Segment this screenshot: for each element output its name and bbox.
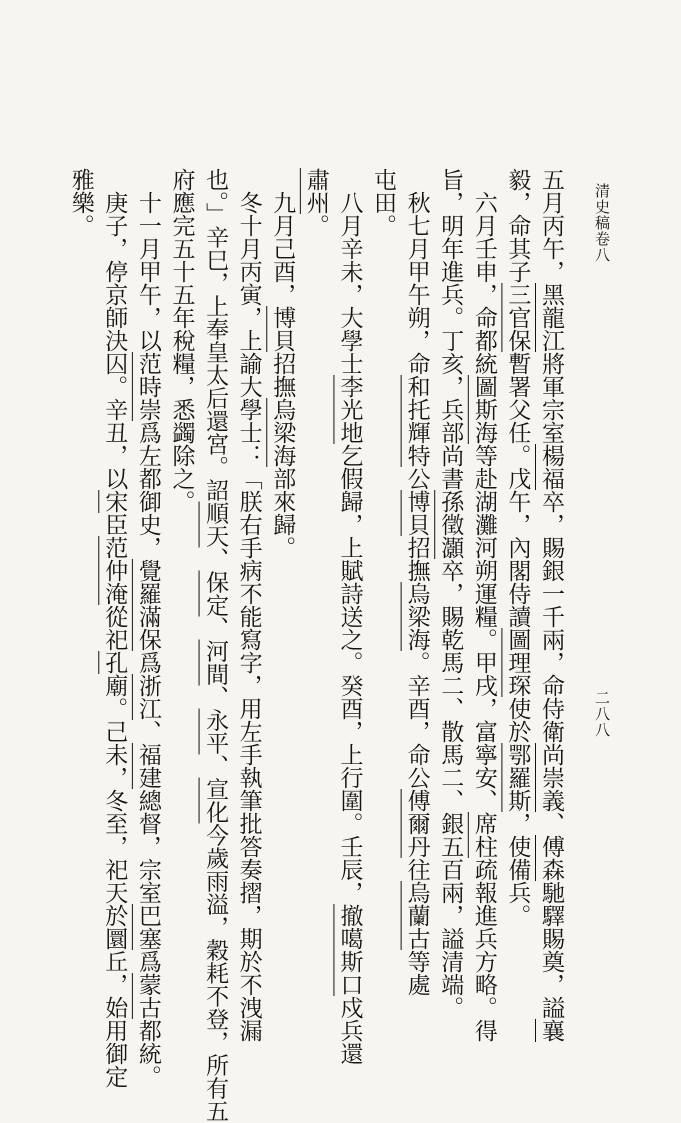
proper-noun: 和托輝特 xyxy=(403,375,430,467)
proper-noun: 范時崇 xyxy=(134,352,161,421)
text-segment: 毅，命其子 xyxy=(504,168,531,283)
vertical-text-body xyxy=(67,168,567,1123)
proper-noun: 烏蘭古 xyxy=(403,881,430,950)
proper-noun: 宣化 xyxy=(202,777,229,824)
text-segment: 招撫 xyxy=(269,352,296,398)
text-column xyxy=(433,168,467,1019)
text-column xyxy=(265,168,299,928)
text-segment: 、 xyxy=(202,616,229,640)
text-segment: 招撫 xyxy=(403,536,430,582)
text-column xyxy=(500,168,534,928)
text-column xyxy=(533,168,567,1042)
text-column xyxy=(164,168,198,928)
proper-noun: 尚崇義 xyxy=(538,743,564,812)
text-segment: 今歲雨溢，穀耗不登，所有五 xyxy=(202,823,229,1123)
text-column xyxy=(365,168,399,928)
proper-noun: 鄂羅斯 xyxy=(504,743,531,812)
text-segment: 。 xyxy=(302,214,329,237)
text-segment: 爲 xyxy=(134,950,161,973)
text-segment: 暫署父任。戊午，內閣侍讀 xyxy=(504,352,531,628)
text-segment: 都統。 xyxy=(134,1019,161,1088)
text-segment: 屯田。 xyxy=(370,168,397,237)
text-segment: 冬十月丙寅，上諭大學士：「朕右手病不能寫字，用左手執筆批答奏摺，期於不洩漏 xyxy=(235,168,262,1042)
text-segment: 爲 xyxy=(134,651,161,674)
text-segment: 、 xyxy=(202,685,229,709)
text-segment: 府應完五十五年稅糧，悉蠲除之。 xyxy=(168,168,195,513)
proper-noun: 宋 xyxy=(101,490,128,513)
text-column xyxy=(332,168,366,1065)
proper-noun: 圖理琛 xyxy=(504,628,531,697)
text-segment: ，使備兵。 xyxy=(504,812,531,927)
proper-noun: 蒙古 xyxy=(134,973,161,1019)
text-column xyxy=(231,168,265,1042)
text-segment: 使於 xyxy=(504,697,531,743)
text-segment: 從祀 xyxy=(101,605,128,651)
text-segment: 馳驛賜奠，謚 xyxy=(538,881,564,1019)
proper-noun: 浙江 xyxy=(134,674,161,720)
page-number: 二八八 xyxy=(593,690,611,738)
text-segment: 十一月甲午，以 xyxy=(134,168,161,352)
text-segment: 六月壬申，命都統 xyxy=(470,168,497,375)
proper-noun: 永平 xyxy=(202,708,229,755)
text-segment: 、 xyxy=(202,754,229,778)
proper-noun: 李光地 xyxy=(336,375,363,444)
text-column xyxy=(399,168,433,996)
text-segment: 五月丙午， xyxy=(538,168,564,283)
proper-noun: 傅爾丹 xyxy=(403,789,430,858)
proper-noun: 烏梁海 xyxy=(269,398,296,467)
text-segment: 乞假歸，上賦詩送之。癸酉，上行圍。壬辰， xyxy=(336,444,363,904)
text-column xyxy=(63,168,97,928)
text-segment: 公 xyxy=(403,467,430,490)
text-segment: 總督，宗室 xyxy=(134,789,161,904)
text-segment: 爲左都御史， xyxy=(134,421,161,559)
proper-noun: 孔 xyxy=(101,651,128,674)
proper-noun: 三官保 xyxy=(504,283,531,352)
proper-noun: 烏梁海 xyxy=(403,582,430,651)
proper-noun: 圖斯海 xyxy=(470,375,497,444)
proper-noun: 孫徵灝 xyxy=(437,490,464,559)
text-segment: 、 xyxy=(538,812,564,835)
proper-noun: 肅州 xyxy=(302,168,329,214)
proper-noun: 傅森 xyxy=(538,835,564,881)
proper-noun: 襄 xyxy=(538,1019,564,1042)
proper-noun: 博貝 xyxy=(403,490,430,536)
proper-noun: 撤噶斯口 xyxy=(336,904,363,996)
text-segment: 九月己酉， xyxy=(269,168,296,306)
book-title: 清史稿卷八 xyxy=(593,183,611,263)
proper-noun: 覺羅滿保 xyxy=(134,559,161,651)
text-segment: 等處 xyxy=(403,950,430,996)
text-segment: 秋七月甲午朔，命 xyxy=(403,168,430,375)
text-segment: 也。」辛巳，上奉皇太后還宮。詔 xyxy=(202,168,229,502)
text-segment: 廟。己未，冬至，祀天於圜丘，始用御定 xyxy=(101,674,128,1088)
text-column xyxy=(97,168,131,1088)
text-segment: 、 xyxy=(134,720,161,743)
proper-noun: 順天 xyxy=(202,501,229,548)
text-column xyxy=(466,168,500,1042)
text-segment: 旨，明年進兵。丁亥，兵部尚書 xyxy=(437,168,464,490)
proper-noun: 范仲淹 xyxy=(101,536,128,605)
text-column xyxy=(130,168,164,1088)
text-segment: 卒，賜銀一千兩，命侍衛 xyxy=(538,490,564,743)
text-segment: 疏報進兵方略。得 xyxy=(470,858,497,1042)
proper-noun: 河間 xyxy=(202,639,229,686)
proper-noun: 巴塞 xyxy=(134,904,161,950)
text-segment: 部來歸。 xyxy=(269,467,296,559)
proper-noun: 福建 xyxy=(134,743,161,789)
text-segment: 八月辛未，大學士 xyxy=(336,168,363,375)
text-segment: 卒，賜乾馬二、散馬二、銀五百兩，謚清端。 xyxy=(437,559,464,1019)
proper-noun: 博貝 xyxy=(269,306,296,352)
text-segment: 往 xyxy=(403,858,430,881)
text-segment: 戍兵還 xyxy=(336,996,363,1065)
text-segment: 。辛酉，命公 xyxy=(403,651,430,789)
text-segment: 將軍宗室 xyxy=(538,352,564,444)
text-column xyxy=(197,168,231,1123)
proper-noun: 楊福 xyxy=(538,444,564,490)
text-segment: 、 xyxy=(202,547,229,571)
proper-noun: 保定 xyxy=(202,570,229,617)
text-segment: 庚子，停京師決囚。辛丑，以 xyxy=(101,168,128,490)
text-column xyxy=(298,168,332,928)
text-segment: 等赴湖灘河朔運糧。甲戌，富寧安、 xyxy=(470,444,497,812)
text-segment: 臣 xyxy=(101,513,128,536)
proper-noun: 席柱 xyxy=(470,812,497,858)
text-segment: 雅樂。 xyxy=(67,168,94,237)
proper-noun: 黑龍江 xyxy=(538,283,564,352)
